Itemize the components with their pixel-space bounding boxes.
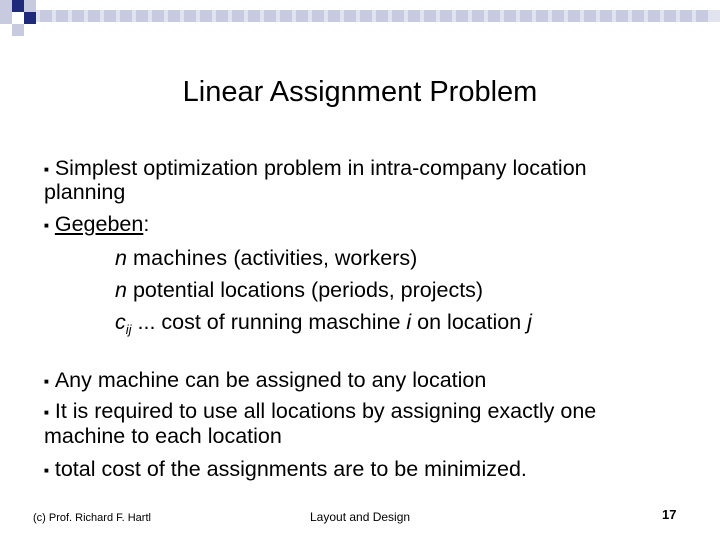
square-bullet-icon: ■ xyxy=(44,408,49,417)
page-number: 17 xyxy=(662,507,677,522)
bullet-text: Any machine can be assigned to any location xyxy=(54,368,487,392)
square-bullet-icon: ■ xyxy=(44,221,49,230)
var-n: n xyxy=(115,246,127,270)
colon: : xyxy=(143,212,150,236)
machines-desc: (activities, workers) xyxy=(227,246,418,270)
machines-term: machines xyxy=(132,246,228,270)
bullet-item-2 xyxy=(44,210,149,243)
bullet-item-1-continuation: planning xyxy=(44,180,126,204)
bullet-text: It is required to use all locations by assigning exactly one xyxy=(54,399,597,423)
footer-course: Layout and Design xyxy=(310,510,411,524)
bullet-text: Simplest optimization problem in intra-company location xyxy=(54,156,587,180)
square-bullet-icon: ■ xyxy=(44,165,49,174)
cost-desc-on: on location xyxy=(411,310,528,334)
var-j: j xyxy=(527,310,532,334)
bullet-text: total cost of the assignments are to be minimized. xyxy=(54,457,527,481)
given-line-machines xyxy=(115,244,417,272)
bullet-item-5 xyxy=(44,455,527,488)
slide-title: Linear Assignment Problem xyxy=(182,76,538,108)
var-i: i xyxy=(406,310,412,334)
header-decoration xyxy=(0,0,720,50)
cost-desc: ... cost of running maschine xyxy=(131,310,407,334)
var-n: n xyxy=(115,278,127,302)
gegeben-label: Gegeben xyxy=(54,212,144,236)
square-bullet-icon: ■ xyxy=(44,466,49,475)
footer-author: (c) Prof. Richard F. Hartl xyxy=(33,512,151,524)
subscript-ij: ij xyxy=(125,322,132,337)
bullet-item-1 xyxy=(44,154,587,187)
locations-desc: potential locations (periods, projects) xyxy=(126,278,484,302)
given-line-locations xyxy=(115,276,483,304)
given-line-cost xyxy=(115,308,532,344)
square-bullet-icon: ■ xyxy=(44,377,49,386)
var-c: c xyxy=(115,310,126,334)
bullet-item-4-continuation: machine to each location xyxy=(44,424,282,448)
bullet-item-3 xyxy=(44,366,486,399)
